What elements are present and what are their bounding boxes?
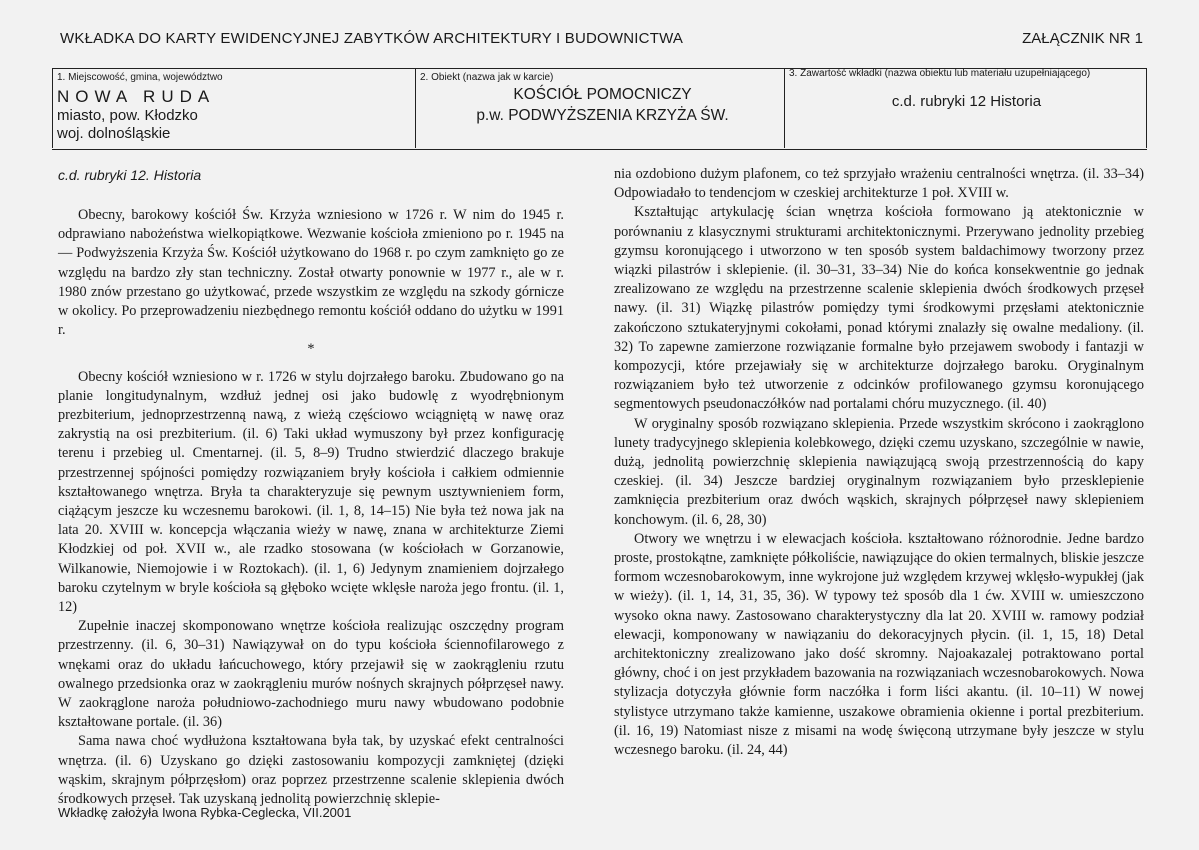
object-name: KOŚCIÓŁ POMOCNICZY: [513, 86, 692, 103]
paragraph: Obecny kościół wzniesiono w r. 1726 w stylu dojrzałego baroku. Zbudowano go na planie longitudynalnym, wzdłuż jednej osi jako budowlę z wyodrębnionym prezbiterium, jednoprzestrzenną nawą, z wieżą częściowo wciągniętą w nawę oraz zakrystią na osi prezbiterium. (il. 6) Taki układ wymuszony był przez konfigurację terenu i przebieg ul. Cmentarnej. (il. 5, 8–9) Trudno stwierdzić dlaczego brakuje przestrzennej spójności pomiędzy rozwiązaniem bryły kościoła i całkiem odmiennie kształtowanego wnętrza. Bryła ta charakteryzuje się pewnym usztywnieniem form, ciążącym jeszcze ku wczesnemu barokowi. (il. 1, 8, 14–15) Nie była też nowa jak na lata 20. XVIII w. koncepcja włączania wieży w nawę, znana w architekturze Ziemi Kłodzkiej od poł. XVII w., ale rzadko stosowana (w kościołach w Gorzanowie, Wilkanowie, Niemojowie i w Roztokach). (il. 1, 6) Jedynym znamieniem dojrzałego baroku czytelnym w bryle kościoła są głęboko wcięte wklęsłe naroża jego frontu. (il. 1, 12): [58, 368, 564, 616]
contents-value: c.d. rubryki 12 Historia: [891, 93, 1042, 110]
district: miasto, pow. Kłodzko: [57, 107, 198, 124]
author-footer: Wkładkę założyła Iwona Rybka-Ceglecka, VII.2001: [58, 805, 352, 820]
box-divider: [52, 68, 53, 148]
form-title: WKŁADKA DO KARTY EWIDENCYJNEJ ZABYTKÓW ARCHITEKTURY I BUDOWNICTWA: [60, 30, 684, 47]
box-divider: [1146, 68, 1147, 148]
paragraph: Sama nawa choć wydłużona kształtowana była tak, by uzyskać efekt centralności wnętrza. (il. 6) Uzyskano go dzięki zastosowaniu kompozycji zamkniętej (dzięki wąskim, skrajnym półprzęsłom) oraz poprzez przestrzenne scalenie sklepienia dwóch środkowych przęseł. Tak uzyskaną jednolitą powierzchnię sklepie-: [58, 733, 564, 808]
paragraph: Kształtując artykulację ścian wnętrza kościoła formowano ją atektonicznie w porównaniu z klasycznymi strukturami architektonicznymi. Przerywano jednolity przebieg gzymsu koronującego i utworzono w ten sposób system baldachimowy tworzony przez wiązki pilastrów i sklepienie. (il. 30–31, 33–34) Nie do końca konsekwentnie go jednak zrealizowano ze względu na przestrzenne scalenie sklepienia dwóch środkowych przęseł nawy. (il. 31) Wiązkę pilastrów pomiędzy tymi środkowymi przęsłami atektonicznie zakończono sztukateryjnymi cokołami, ponad którymi znalazły się owalne medaliony. (il. 32) To zapewne zamierzone rozwiązanie formalne było przejawem swobody i fantazji w kompozycji, które przejawiały się w architekturze dojrzałego baroku. Oryginalnym rozwiązaniem było też utworzenie z odcinków profilowanego gzymsu koronującego segmentowych pseudonaczółków nad portalami chóru muzycznego. (il. 40): [614, 204, 1144, 413]
left-text-column: [58, 206, 564, 809]
voivodeship: woj. dolnośląskie: [57, 125, 171, 142]
paragraph: Zupełnie inaczej skomponowano wnętrze kościoła realizując oszczędny program przestrzenny. (il. 6, 30–31) Nawiązywał on do typu kościoła ściennofilarowego z wnękami oraz do układu łańcuchowego, który przejawił się w zaokrągleniu rzutu owalnego przedsionka oraz w zaokrągleniu murów nośnych skrajnych półprzęseł nawy. W zaokrąglone naroża południowo-zachodniego muru nawy wbudowano podobnie kształtowane portale. (il. 36): [58, 618, 564, 731]
paragraph: nia ozdobiono dużym plafonem, co też sprzyjało wrażeniu centralności wnętrza. (il. 33–34) Odpowiadało to tendencjom w czeskiej architekturze 1 poł. XVIII w.: [614, 166, 1144, 202]
field-object-label: 2. Obiekt (nazwa jak w karcie): [420, 72, 554, 83]
field-contents: [789, 68, 1144, 110]
object-dedication: p.w. PODWYŻSZENIA KRZYŻA ŚW.: [476, 107, 729, 124]
field-location-label: 1. Miejscowość, gmina, województwo: [57, 72, 223, 83]
box-divider: [415, 68, 416, 148]
section-separator: *: [307, 341, 315, 358]
field-object: [420, 72, 785, 125]
field-location: [57, 72, 412, 143]
annex-number: ZAŁĄCZNIK NR 1: [1022, 30, 1143, 47]
right-text-column: [614, 165, 1144, 760]
paragraph: W oryginalny sposób rozwiązano sklepienia. Przede wszystkim skrócono i zaokrąglono lunety tradycyjnego sklepienia kolebkowego, dzięki czemu uzyskano, szczególnie w nawie, dużą, jednolitą powierzchnię sklepienia nawiązującą swoją przestrzennością do kapy czeskiej. (il. 34) Jeszcze bardziej oryginalnym rozwiązaniem było przesklepienie zamknięcia prezbiterium oraz dwóch wąskich, skrajnych półprzęseł nawy sklepieniem konchowym. (il. 6, 28, 30): [614, 415, 1144, 528]
paragraph: Otwory we wnętrzu i w elewacjach kościoła. kształtowano różnorodnie. Jedne bardzo proste, prostokątne, zamknięte półkoliście, nawiązujące do okien termalnych, bliskie jeszcze formom wczesnobarokowym, inne wykrojone już względem krzywej wklęsło-wypukłej (jak w wieży). (il. 1, 14, 31, 35, 36). W typowy też sposób dla 1 ćw. XVIII w. umieszczono wysoko okna nawy. Zastosowano charakterystyczny dla lat 20. XVIII w. ramowy podział elewacji, komponowany w nawiązaniu do dekoracyjnych płycin. (il. 1, 15, 18) Detal architektoniczny zrealizowano jako dość skromny. Najoakazalej potraktowano portal główny, choć i on jest przykładem bazowania na rozwiązaniach wczesnobarokowych. Nowa stylizacja dotyczyła głównie form naczółka i form liści akantu. (il. 10–11) W nowej stylistyce utrzymano także kamienne, uszakowe obramienia okienne i portal prezbiterium. (il. 16, 19) Natomiast nisze z misami na wodę święconą utrzymane były jeszcze w stylu wczesnego baroku. (il. 24, 44): [614, 530, 1144, 759]
paragraph: Obecny, barokowy kościół Św. Krzyża wzniesiono w 1726 r. W nim do 1945 r. odprawiano nabożeństwa wielkopiątkowe. Wezwanie kościoła zmieniono po r. 1945 na — Podwyższenia Krzyża Św. Kościół użytkowano do 1968 r. po czym zamknięto go ze względu na bardzo zły stan techniczny. Został otwarty ponownie w 1977 r., ale w r. 1980 znów przestano go użytkować, przede wszystkim ze względu na szkody górnicze w okolicy. Po przeprowadzeniu niezbędnego remontu kościół oddano do użytku w 1991 r.: [58, 207, 564, 339]
section-subtitle: c.d. rubryki 12. Historia: [58, 167, 202, 183]
place-name: NOWA RUDA: [57, 87, 216, 106]
field-contents-label: 3. Zawartość wkładki (nazwa obiektu lub materiału uzupełniającego): [789, 68, 1091, 79]
